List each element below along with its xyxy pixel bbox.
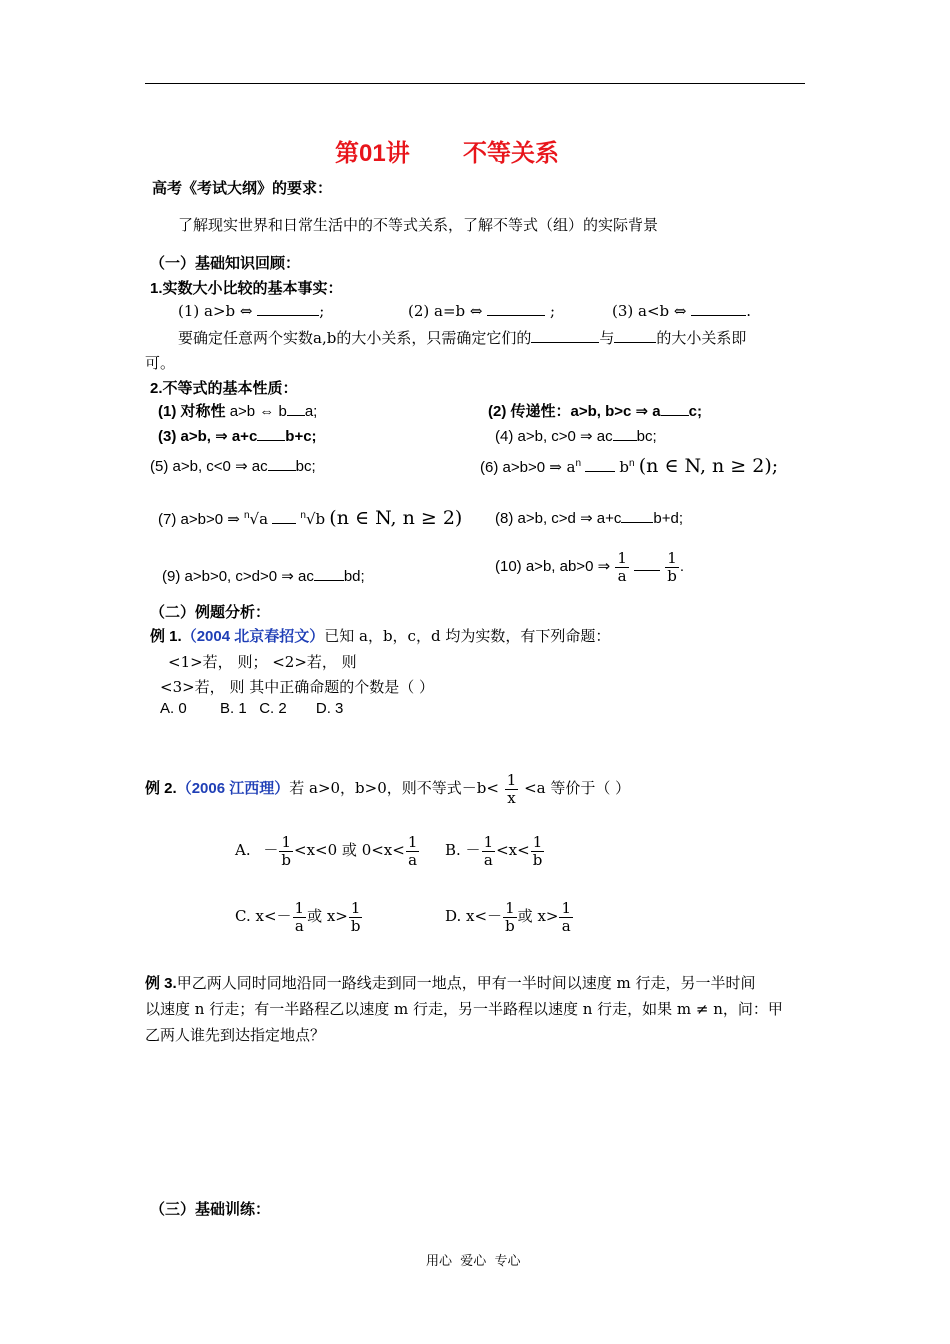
title-number: 第01讲 (335, 140, 410, 167)
prop-2: (2) 传递性：a>b, b>c ⇒ a c; (488, 400, 702, 421)
page-footer: 用心 爱心 专心 (426, 1254, 521, 1269)
header-rule (145, 83, 805, 84)
example-3: 例 3.甲乙两人同时同地沿同一路线走到同一地点，甲有一半时间以速度 m 行走，另一半时间 (145, 974, 756, 992)
prop-10: (10) a>b, ab>0 ⇒ $\frac{1}{a}$ $\frac{1}{b}$ . (495, 549, 684, 585)
option-a[interactable]: A. － $\frac{1}{b}$ <x<0 或 0<x< $\frac{1}{a}$ (235, 833, 418, 869)
fraction-1-over-a: $\frac{1}{a}$ (617, 549, 627, 585)
fraction: $\frac{1}{a}$ (407, 833, 418, 869)
prop-7: (7) a>b>0 ⇒ $^n$√a $^n$√b (n ∈ N, n ≥ 2) (158, 507, 463, 529)
example-3-line3: 乙两人谁先到达指定地点？ (145, 1026, 326, 1044)
prop-4: (4) a>b, c>0 ⇒ ac bc; (495, 425, 657, 445)
requirement-text: 了解现实世界和日常生活中的不等式关系，了解不等式（组）的实际背景 (178, 216, 659, 234)
compare-sentence: 要确定任意两个实数a,b的大小关系，只需确定它们的 与 的大小关系即 (178, 329, 747, 347)
title-name: 不等关系 (463, 140, 560, 167)
fraction: $\frac{1}{b}$ (532, 833, 543, 869)
fact-3: (3) a<b ⇔ . (612, 302, 752, 320)
fraction: $\frac{1}{b}$ (505, 899, 515, 935)
example-1-options: A. 0 B. 1 C. 2 D. 3 (160, 700, 344, 717)
fraction-1-over-b: $\frac{1}{b}$ (667, 549, 677, 585)
fraction-1-over-x: $\frac{1}{x}$ (506, 771, 517, 807)
prop-8: (8) a>b, c>d ⇒ a+c b+d; (495, 507, 683, 527)
prop-6: (6) a>b>0 ⇒ $a^n$ $b^n$ (n ∈ N, n ≥ 2); (480, 455, 779, 477)
prop-5: (5) a>b, c<0 ⇒ ac bc; (150, 455, 316, 475)
compare-sentence-end: 可。 (145, 354, 176, 372)
fraction: $\frac{1}{a}$ (294, 899, 305, 935)
prop-9: (9) a>b>0, c>d>0 ⇒ ac bd; (162, 565, 365, 585)
option-d[interactable]: D. x<－ $\frac{1}{b}$ 或 x> $\frac{1}{a}$ (445, 899, 572, 935)
example-2: 例 2.（2006 江西理）若 a>0，b>0，则不等式－b< $\frac{1}{x}$ <a 等价于（ ） (145, 771, 631, 807)
requirement-heading: 高考《考试大纲》的要求： (152, 180, 333, 197)
prop-1: (1) 对称性 a>b ⇔ b a; (158, 400, 317, 421)
section1-sub1: 1.实数大小比较的基本事实： (150, 280, 343, 297)
fact-2: (2) a=b ⇔ ; (408, 302, 556, 320)
fact-1: (1) a>b ⇔ ; (178, 302, 325, 320)
fraction: $\frac{1}{a}$ (561, 899, 572, 935)
fraction: $\frac{1}{b}$ (350, 899, 361, 935)
section1-heading: （一）基础知识回顾： (150, 255, 301, 272)
option-b[interactable]: B. － $\frac{1}{a}$ <x< $\frac{1}{b}$ (445, 833, 543, 869)
prop-3: (3) a>b, ⇒ a+c b+c; (158, 425, 317, 445)
example-3-line2: 以速度 n 行走；有一半路程乙以速度 m 行走，另一半路程以速度 n 行走，如果 m ≠ n，问：甲 (145, 1000, 783, 1018)
fraction: $\frac{1}{a}$ (483, 833, 494, 869)
example-1-line2: <1>若， 则； <2>若， 则 (168, 653, 357, 671)
section2-heading: （二）例题分析： (150, 604, 271, 621)
page-title (335, 133, 559, 168)
option-c[interactable]: C. x<－ $\frac{1}{a}$ 或 x> $\frac{1}{b}$ (235, 899, 361, 935)
section3-heading: （三）基础训练： (150, 1201, 271, 1218)
fraction: $\frac{1}{b}$ (281, 833, 292, 869)
example-1: 例 1.（2004 北京春招文）已知 a，b，c，d 均为实数，有下列命题： (150, 627, 611, 645)
section1-sub2: 2.不等式的基本性质： (150, 380, 298, 397)
example-1-line3: <3>若， 则 其中正确命题的个数是（ ） (160, 678, 434, 696)
